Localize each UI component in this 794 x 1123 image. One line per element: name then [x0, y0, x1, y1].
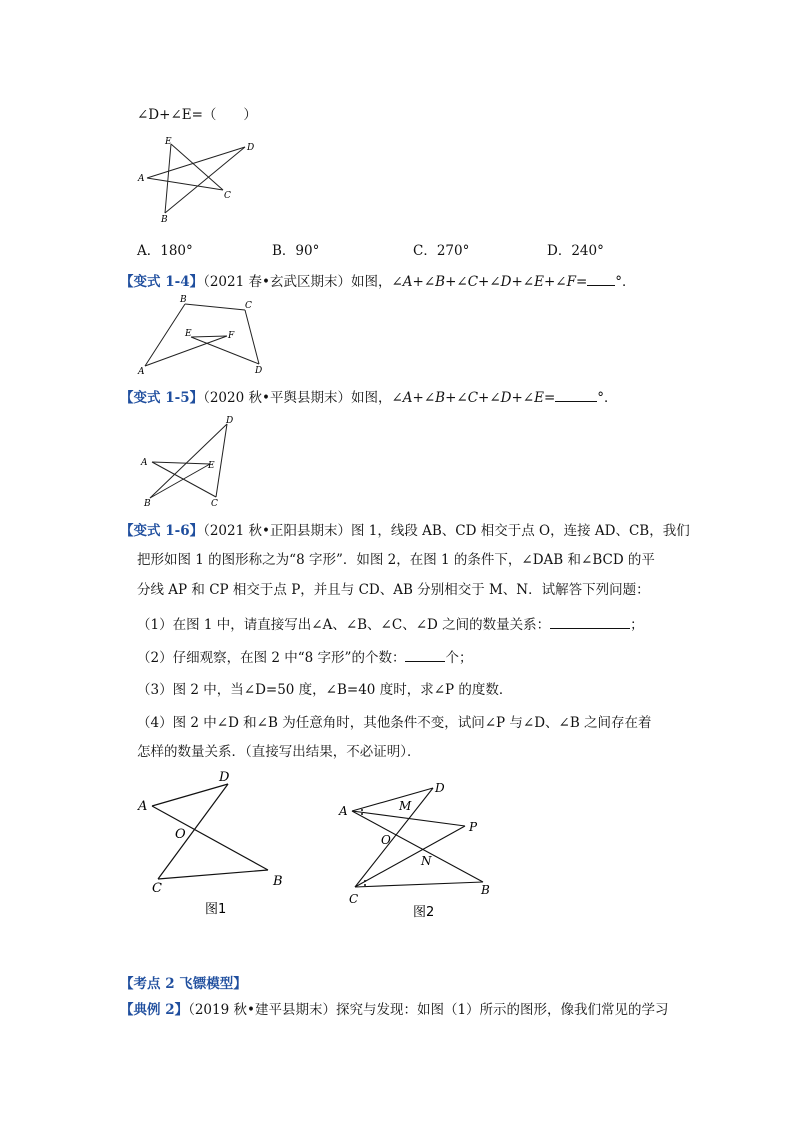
question-stem-tail: ∠D+∠E=（ ） — [137, 107, 257, 123]
question-4-line1: （4）图 2 中∠D 和∠B 为任意角时，其他条件不变，试问∠P 与∠D、∠B 之间存在着 — [137, 715, 652, 731]
fig1-label-b: B — [273, 874, 283, 889]
answer-blank[interactable] — [555, 389, 597, 402]
question-4-line2: 怎样的数量关系．（直接写出结果，不必证明）． — [137, 744, 421, 760]
fig1-label-o: O — [175, 827, 186, 842]
fig1-caption: 图1 — [205, 902, 227, 917]
question-1-end: ； — [630, 617, 644, 633]
fig14-label-b: B — [180, 295, 187, 305]
answer-blank-q2[interactable] — [405, 649, 445, 662]
figure-2 — [335, 778, 505, 923]
variant-1-5-expr: ∠A+∠B+∠C+∠D+∠E= — [391, 390, 556, 406]
fig13-label-c: C — [224, 191, 231, 201]
option-a: A．180° — [137, 243, 193, 259]
fig2-label-p: P — [469, 820, 478, 834]
fig15-label-d: D — [226, 416, 234, 426]
fig15-label-a: A — [141, 458, 148, 468]
example-2-text: （2019 秋•建平县期末）探究与发现：如图（1）所示的图形，像我们常见的学习 — [188, 1002, 669, 1018]
fig1-label-a: A — [138, 799, 148, 814]
variant-1-5 — [120, 386, 618, 406]
fig2-label-a: A — [339, 804, 348, 818]
fig1-label-c: C — [152, 881, 162, 896]
fig13-label-e: E — [165, 137, 172, 147]
variant-1-6-line3: 分线 AP 和 CP 相交于点 P，并且与 CD、AB 分别相交于 M、N．试解答下列问题： — [137, 582, 650, 598]
answer-blank-q1[interactable] — [550, 616, 630, 629]
fig13-label-d: D — [247, 143, 255, 153]
example-2 — [120, 998, 669, 1018]
fig2-label-b: B — [481, 883, 490, 897]
fig2-label-d: D — [435, 781, 445, 795]
fig14-label-f: F — [228, 331, 235, 341]
fig14-label-c: C — [245, 301, 252, 311]
figure-q15 — [140, 412, 240, 507]
question-3: （3）图 2 中，当∠D=50 度，∠B=40 度时，求∠P 的度数． — [137, 682, 513, 698]
variant-1-4-tag: 【变式 1-4】 — [120, 274, 204, 290]
question-2-text: （2）仔细观察，在图 2 中“8 字形”的个数： — [137, 650, 406, 666]
fig2-label-m: M — [399, 799, 412, 813]
question-2-end: 个； — [445, 650, 473, 666]
variant-1-6-text1: （2021 秋•正阳县期末）图 1，线段 AB、CD 相交于点 O，连接 AD、CB，我们 — [203, 523, 690, 539]
example-2-tag: 【典例 2】 — [120, 1002, 189, 1018]
fig13-label-a: A — [138, 174, 145, 184]
fig2-label-c: C — [349, 892, 359, 906]
section-heading: 【考点 2 飞镖模型】 — [120, 976, 247, 992]
option-b: B．90° — [272, 243, 320, 259]
variant-1-5-tag: 【变式 1-5】 — [120, 390, 204, 406]
variant-1-4 — [120, 270, 636, 290]
variant-1-4-source: （2021 春•玄武区期末）如图， — [203, 274, 392, 290]
option-c: C．270° — [413, 243, 470, 259]
figure-1 — [135, 768, 295, 923]
variant-1-4-tail: °． — [615, 274, 636, 290]
fig2-caption: 图2 — [413, 905, 435, 920]
figure-q14 — [135, 292, 270, 377]
fig14-label-e: E — [185, 329, 192, 339]
fig1-label-d: D — [219, 770, 230, 785]
question-1-text: （1）在图 1 中，请直接写出∠A、∠B、∠C、∠D 之间的数量关系： — [137, 617, 551, 633]
variant-1-5-tail: °． — [597, 390, 618, 406]
variant-1-6-line1 — [120, 519, 690, 539]
fig2-label-n: N — [421, 854, 432, 868]
fig15-label-b: B — [144, 499, 151, 509]
answer-blank[interactable] — [587, 273, 615, 286]
fig14-label-a: A — [138, 367, 145, 377]
variant-1-6-line2: 把形如图 1 的图形称之为“8 字形”．如图 2，在图 1 的条件下，∠DAB 和∠BCD 的平 — [137, 552, 655, 568]
question-2 — [137, 646, 472, 666]
variant-1-5-source: （2020 秋•平舆县期末）如图， — [203, 390, 392, 406]
fig15-label-e: E — [208, 461, 215, 471]
fig15-label-c: C — [211, 499, 218, 509]
variant-1-6-tag: 【变式 1-6】 — [120, 523, 204, 539]
fig14-label-d: D — [255, 366, 263, 376]
figure-star-q13 — [135, 135, 265, 225]
fig2-label-o: O — [381, 833, 391, 847]
variant-1-4-expr: ∠A+∠B+∠C+∠D+∠E+∠F= — [391, 274, 588, 290]
question-1 — [137, 613, 644, 633]
fig13-label-b: B — [161, 215, 168, 225]
option-d: D．240° — [547, 243, 604, 259]
